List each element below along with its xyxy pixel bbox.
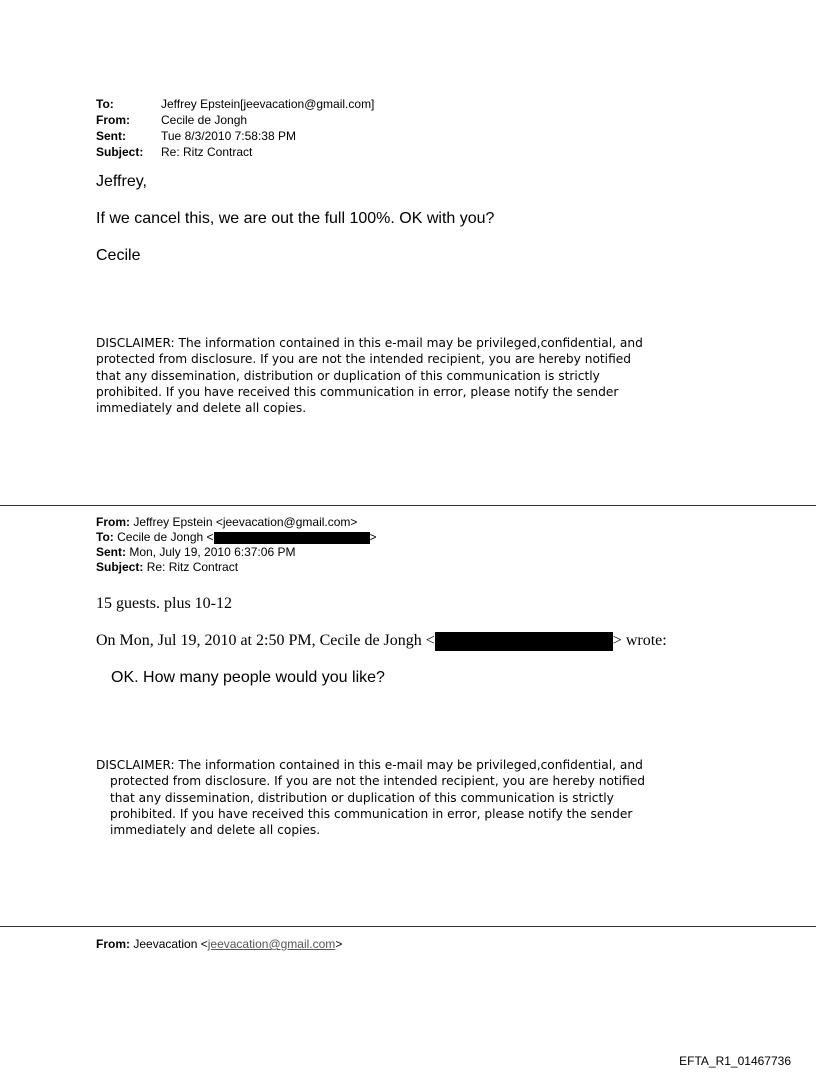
email3-header xyxy=(96,937,342,952)
email1-sent-row xyxy=(96,128,374,144)
email2-quote-intro-line xyxy=(96,632,667,651)
email1-signature: Cecile xyxy=(96,247,141,264)
separator-rule xyxy=(0,926,816,927)
to-label: To: xyxy=(96,530,114,544)
from-value: Cecile de Jongh xyxy=(161,113,248,127)
email1-body: If we cancel this, we are out the full 100%. OK with you? xyxy=(96,210,495,227)
disclaimer-line: DISCLAIMER: The information contained in this e-mail may be privileged,confidential, and xyxy=(96,336,643,350)
email2-body: 15 guests. plus 10-12 xyxy=(96,595,232,612)
document-id: EFTA_R1_01467736 xyxy=(679,1054,791,1068)
email1-to-row xyxy=(96,96,374,112)
from-value: Jeffrey Epstein <jeevacation@gmail.com> xyxy=(133,515,358,529)
email1-from-row xyxy=(96,112,374,128)
disclaimer-line: prohibited. If you have received this communication in error, please notify the sender xyxy=(110,806,633,821)
separator-rule xyxy=(0,505,816,506)
from-label: From: xyxy=(96,113,130,127)
subject-label: Subject: xyxy=(96,145,144,159)
disclaimer-line: immediately and delete all copies. xyxy=(96,401,307,416)
quote-intro: On Mon, Jul 19, 2010 at 2:50 PM, Cecile de Jongh < xyxy=(96,632,435,650)
to-label: To: xyxy=(96,97,114,111)
to-value: Cecile de Jongh < xyxy=(117,530,214,544)
to-value: Jeffrey Epstein[jeevacation@gmail.com] xyxy=(161,97,375,111)
subject-value: Re: Ritz Contract xyxy=(146,560,239,574)
email2-subject-row xyxy=(96,560,377,575)
email1-subject-row xyxy=(96,144,374,160)
disclaimer-line: that any dissemination, distribution or duplication of this communication is strictly xyxy=(110,790,614,805)
disclaimer-line: DISCLAIMER: The information contained in this e-mail may be privileged,confidential, and xyxy=(96,758,643,772)
email1-header xyxy=(96,96,374,160)
email2-from-row xyxy=(96,515,377,530)
email1-disclaimer xyxy=(96,335,643,416)
email2-header xyxy=(96,515,377,575)
subject-label: Subject: xyxy=(96,560,144,574)
from-label: From: xyxy=(96,515,130,529)
sent-value: Mon, July 19, 2010 6:37:06 PM xyxy=(129,545,296,559)
from-end: > xyxy=(335,937,343,951)
email2-sent-row xyxy=(96,545,377,560)
to-end: > xyxy=(369,530,377,544)
from-name: Jeevacation < xyxy=(133,937,208,951)
redaction-block xyxy=(435,632,613,651)
sent-value: Tue 8/3/2010 7:58:38 PM xyxy=(161,129,296,143)
email1-greeting: Jeffrey, xyxy=(96,173,147,190)
email2-to-row xyxy=(96,530,377,545)
email2-disclaimer xyxy=(96,757,645,838)
subject-value: Re: Ritz Contract xyxy=(161,145,253,159)
email-link[interactable]: jeevacation@gmail.com xyxy=(207,937,336,951)
disclaimer-line: immediately and delete all copies. xyxy=(110,823,321,838)
redaction-block xyxy=(214,532,370,544)
disclaimer-line: prohibited. If you have received this communication in error, please notify the sender xyxy=(96,384,619,399)
disclaimer-line: protected from disclosure. If you are not the intended recipient, you are hereby notified xyxy=(110,774,645,789)
from-label: From: xyxy=(96,937,130,951)
sent-label: Sent: xyxy=(96,129,126,143)
sent-label: Sent: xyxy=(96,545,126,559)
email2-quoted-text: OK. How many people would you like? xyxy=(111,669,385,686)
disclaimer-line: protected from disclosure. If you are not the intended recipient, you are hereby notified xyxy=(96,352,631,367)
disclaimer-line: that any dissemination, distribution or duplication of this communication is strictly xyxy=(96,368,600,383)
quote-wrote: > wrote: xyxy=(612,632,667,650)
